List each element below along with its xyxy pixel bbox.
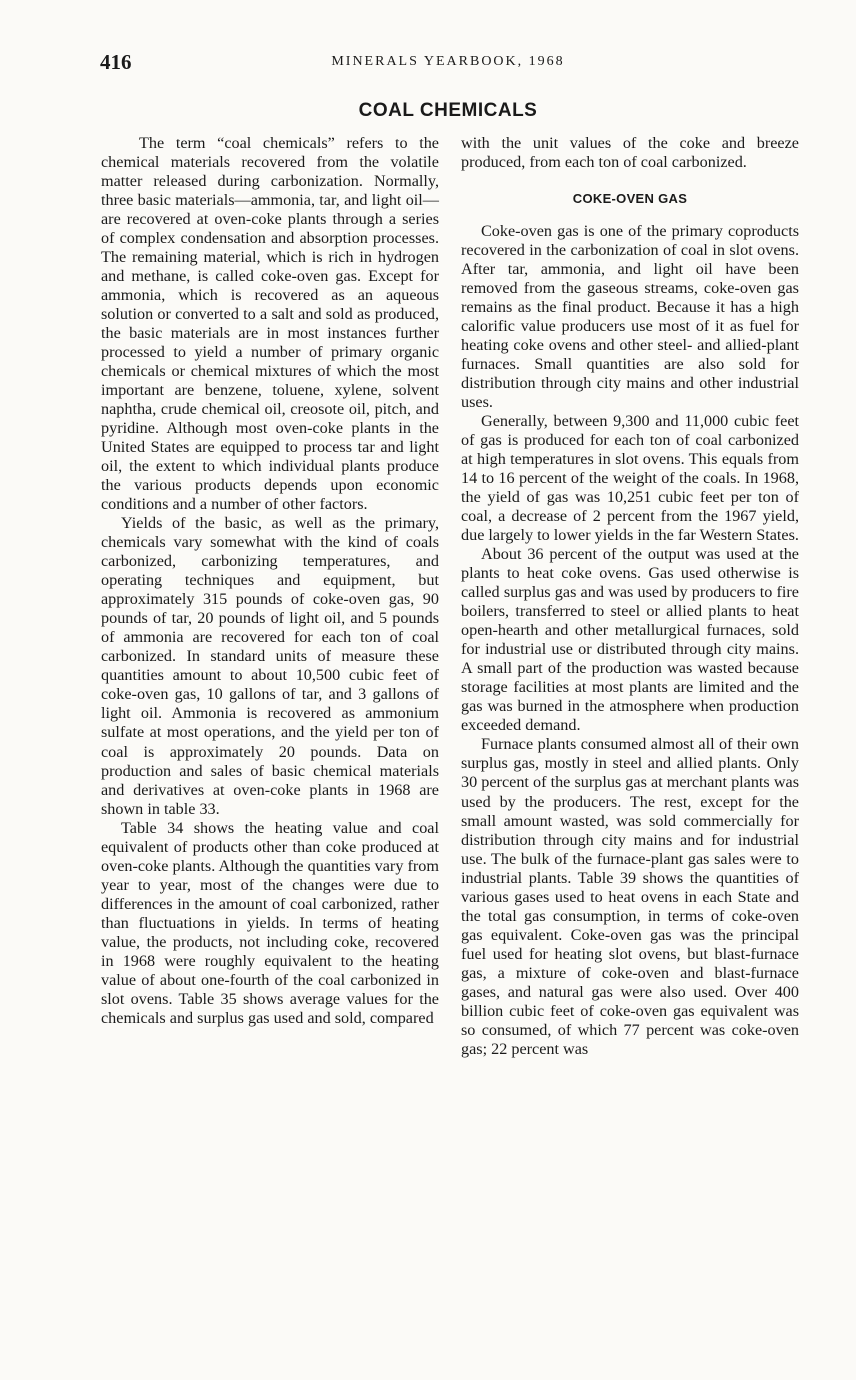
paragraph: Furnace plants consumed almost all of their own surplus gas, mostly in steel and allied plants. Only 30 percent of the surplus gas at merchant plants was used by the producers. The rest, except for the small amount wasted, was sold commercially for distribution through city mains and for industrial use. The bulk of the furnace-plant gas sales were to industrial plants. Table 39 shows the quantities of various gases used to heat ovens in each State and the total gas consumption, in terms of coke-oven gas equivalent. Coke-oven gas was the principal fuel used for heating slot ovens, but blast-furnace gas, a mixture of coke-oven and blast-furnace gases, and natural gas were also used. Over 400 billion cubic feet of coke-oven gas equivalent was so consumed, of which 77 percent was coke-oven gas; 22 percent was [461, 735, 799, 1058]
section-title: COAL CHEMICALS [358, 100, 538, 121]
paragraph: Generally, between 9,300 and 11,000 cubic feet of gas is produced for each ton of coal carbonized at high temperatures in slot ovens. This equals from 14 to 16 percent of the weight of the coals. In 1968, the yield of gas was 10,251 cubic feet per ton of coal, a decrease of 2 percent from the 1967 yield, due largely to lower yields in the far Western States. [461, 412, 799, 545]
right-column [461, 134, 799, 1059]
paragraph: About 36 percent of the output was used at the plants to heat coke ovens. Gas used otherwise is called surplus gas and was used by producers to fire boilers, transferred to steel or allied plants to heat open-hearth and other metallurgical furnaces, sold for industrial use or distributed through city mains. A small part of the production was wasted because storage facilities at most plants are limited and the gas was burned in the atmosphere when production exceeded demand. [461, 545, 799, 735]
paragraph: Yields of the basic, as well as the primary, chemicals vary somewhat with the kind of coals carbonized, carbonizing temperatures, and operating techniques and equipment, but approximately 315 pounds of coke-oven gas, 90 pounds of tar, 20 pounds of light oil, and 5 pounds of ammonia are recovered for each ton of coal carbonized. In standard units of measure these quantities amount to about 10,500 cubic feet of coke-oven gas, 10 gallons of tar, and 3 gallons of light oil. Ammonia is recovered as ammonium sulfate at most operations, and the yield per ton of coal is approximately 20 pounds. Data on production and sales of basic chemical materials and derivatives at oven-coke plants in 1968 are shown in table 33. [101, 514, 439, 818]
left-column [101, 134, 439, 1028]
paragraph: Coke-oven gas is one of the primary coproducts recovered in the carbonization of coal in slot ovens. After tar, ammonia, and light oil have been removed from the gaseous streams, coke-oven gas remains as the final product. Because it has a high calorific value producers use most of it as fuel for heating coke ovens and other steel- and allied-plant furnaces. Small quantities are also sold for distribution through city mains and other industrial uses. [461, 222, 799, 412]
paragraph: The term “coal chemicals” refers to the chemical materials recovered from the volatile matter released during carbonization. Normally, three basic materials—ammonia, tar, and light oil—are recovered at oven-coke plants through a series of complex condensation and absorption processes. The remaining material, which is rich in hydrogen and methane, is called coke-oven gas. Except for ammonia, which is recovered as an aqueous solution or converted to a salt and sold as produced, the basic materials are in most instances further processed to yield a number of primary organic chemicals or chemical mixtures of which the most important are benzene, toluene, xylene, solvent naphtha, crude chemical oil, creosote oil, pitch, and pyridine. Although most oven-coke plants in the United States are equipped to process tar and light oil, the extent to which individual plants produce the various products depends upon economic conditions and a number of other factors. [101, 134, 439, 514]
page-number: 416 [100, 50, 132, 74]
subheading: COKE-OVEN GAS [572, 191, 688, 207]
paragraph: Table 34 shows the heating value and coal equivalent of products other than coke produced at oven-coke plants. Although the quantities vary from year to year, most of the changes were due to differences in the amount of coal carbonized, rather than fluctuations in yields. In terms of heating value, the products, not including coke, recovered in 1968 were roughly equivalent to the heating value of about one-fourth of the coal carbonized in slot ovens. Table 35 shows average values for the chemicals and surplus gas used and sold, compared [101, 818, 439, 1027]
running-head: MINERALS YEARBOOK, 1968 [331, 54, 565, 69]
continued-paragraph: with the unit values of the coke and breeze produced, from each ton of coal carbonized. [461, 134, 799, 172]
